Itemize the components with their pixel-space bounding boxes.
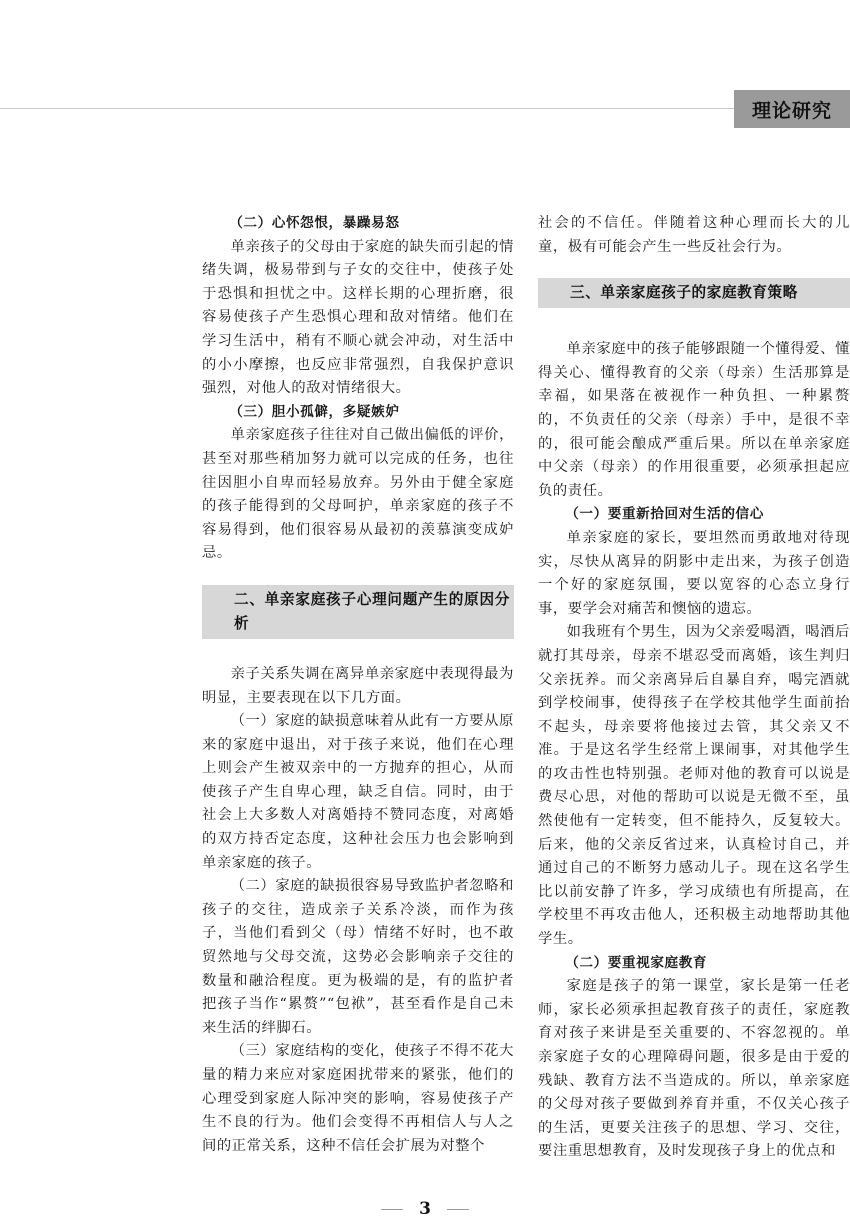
section-heading-2: 二、单亲家庭孩子心理问题产生的原因分析 [202, 585, 514, 639]
page-footer [0, 1196, 850, 1222]
subheading-2: （二）要重视家庭教育 [565, 954, 708, 971]
subheading-2: （二）心怀怨恨，暴躁易怒 [229, 215, 400, 231]
subheading-1: （一）要重新拾回对生活的信心 [565, 506, 764, 523]
paragraph: 家庭是孩子的第一课堂，家长是第一任老师，家长必须承担起教育孩子的责任，家庭教育对孩子来讲是至关重要的、不容忽视的。单亲家庭子女的心理障碍问题，很多是由于爱的残缺、教育方法不当造成的。所以，单亲家庭的父母对孩子要做到养育并重，不仅关心孩子的生活，更要关注孩子的思想、学习、交往，要注重思想教育，及时发现孩子身上的优点和 [538, 978, 850, 1160]
footer-dash [447, 1209, 469, 1210]
paragraph: 如我班有个男生，因为父亲爱喝酒，喝酒后就打其母亲，母亲不堪忍受而离婚，该生判归父亲抚养。而父亲离异后自暴自弃，喝完酒就到学校闹事，使得孩子在学校其他学生面前抬不起头，母亲要将他接过去管，其父亲又不准。于是这名学生经常上课闹事，对其他学生的攻击性也特别强。老师对他的教育可以说是费尽心思，对他的帮助可以说是无微不至，虽然使他有一定转变，但不能持久，反复较大。后来，他的父亲反省过来，认真检讨自己，并通过自己的不断努力感动儿子。现在这名学生比以前安静了许多，学习成绩也有所提高，在学校里不再攻击他人，还积极主动地帮助其他学生。 [538, 624, 850, 948]
right-column [538, 212, 850, 1164]
section-heading-3: 三、单亲家庭孩子的家庭教育策略 [538, 278, 850, 308]
paragraph: 单亲孩子的父母由于家庭的缺失而引起的情绪失调，极易带到与子女的交往中，使孩子处于恐惧和担忧之中。这样长期的心理折磨，很容易使孩子产生恐惧心理和敌对情绪。他们在学习生活中，稍有不顺心就会冲动，对生活中的小小摩擦，也反应非常强烈，自我保护意识强烈，对他人的敌对情绪很大。 [202, 238, 514, 397]
paragraph: （三）家庭结构的变化，使孩子不得不花大量的精力来应对家庭困扰带来的紧张，他们的心理受到家庭人际冲突的影响，容易使孩子产生不良的行为。他们会变得不再相信人与人之间的正常关系，这种不信任会扩展为对整个 [202, 1043, 514, 1154]
section-tag: 理论研究 [734, 90, 850, 128]
paragraph: （一）家庭的缺损意味着从此有一方要从原来的家庭中退出，对于孩子来说，他们在心理上则会产生被双亲中的一方抛弃的担心，从而使孩子产生自卑心理，缺乏自信。同时，由于社会上大多数人对离婚持不赞同态度，对离婚的双方持否定态度，这种社会压力也会影响到单亲家庭的孩子。 [202, 713, 514, 871]
paragraph: 单亲家庭的家长，要坦然而勇敢地对待现实，尽快从离异的阴影中走出来，为孩子创造一个好的家庭氛围，要以宽容的心态立身行事，要学会对痛苦和懊恼的遗忘。 [538, 529, 850, 617]
paragraph: 亲子关系失调在离异单亲家庭中表现得最为明显，主要表现在以下几方面。 [202, 665, 514, 706]
paragraph: 单亲家庭中的孩子能够跟随一个懂得爱、懂得关心、懂得教育的父亲（母亲）生活那算是幸福，如果落在被视作一种负担、一种累赘的，不负责任的父亲（母亲）手中，是很不幸的，很可能会酿成严重后果。所以在单亲家庭中父亲（母亲）的作用很重要，必须承担起应负的责任。 [538, 341, 850, 499]
footer-dash [381, 1209, 403, 1210]
subheading-3: （三）胆小孤僻，多疑嫉妒 [229, 403, 400, 420]
paragraph: （二）家庭的缺损很容易导致监护者忽略和孩子的交往，造成亲子关系冷淡，而作为孩子，当他们看到父（母）情绪不好时，也不敢贸然地与父母交流，这势必会影响亲子交往的数量和融洽程度。更为极端的是，有的监护者把孩子当作“累赘”“包袱”，甚至看作是自己未来生活的绊脚石。 [202, 878, 514, 1036]
paragraph-continued: 社会的不信任。伴随着这种心理而长大的儿童，极有可能会产生一些反社会行为。 [538, 215, 850, 255]
header-rule [0, 108, 734, 109]
left-column [202, 212, 514, 1158]
page-number: 3 [419, 1199, 431, 1219]
paragraph: 单亲家庭孩子往往对自己做出偏低的评价，甚至对那些稍加努力就可以完成的任务，也往往因胆小自卑而轻易放弃。另外由于健全家庭的孩子能得到的父母呵护，单亲家庭的孩子不容易得到，他们很容易从最初的羡慕演变成妒忌。 [202, 427, 514, 562]
